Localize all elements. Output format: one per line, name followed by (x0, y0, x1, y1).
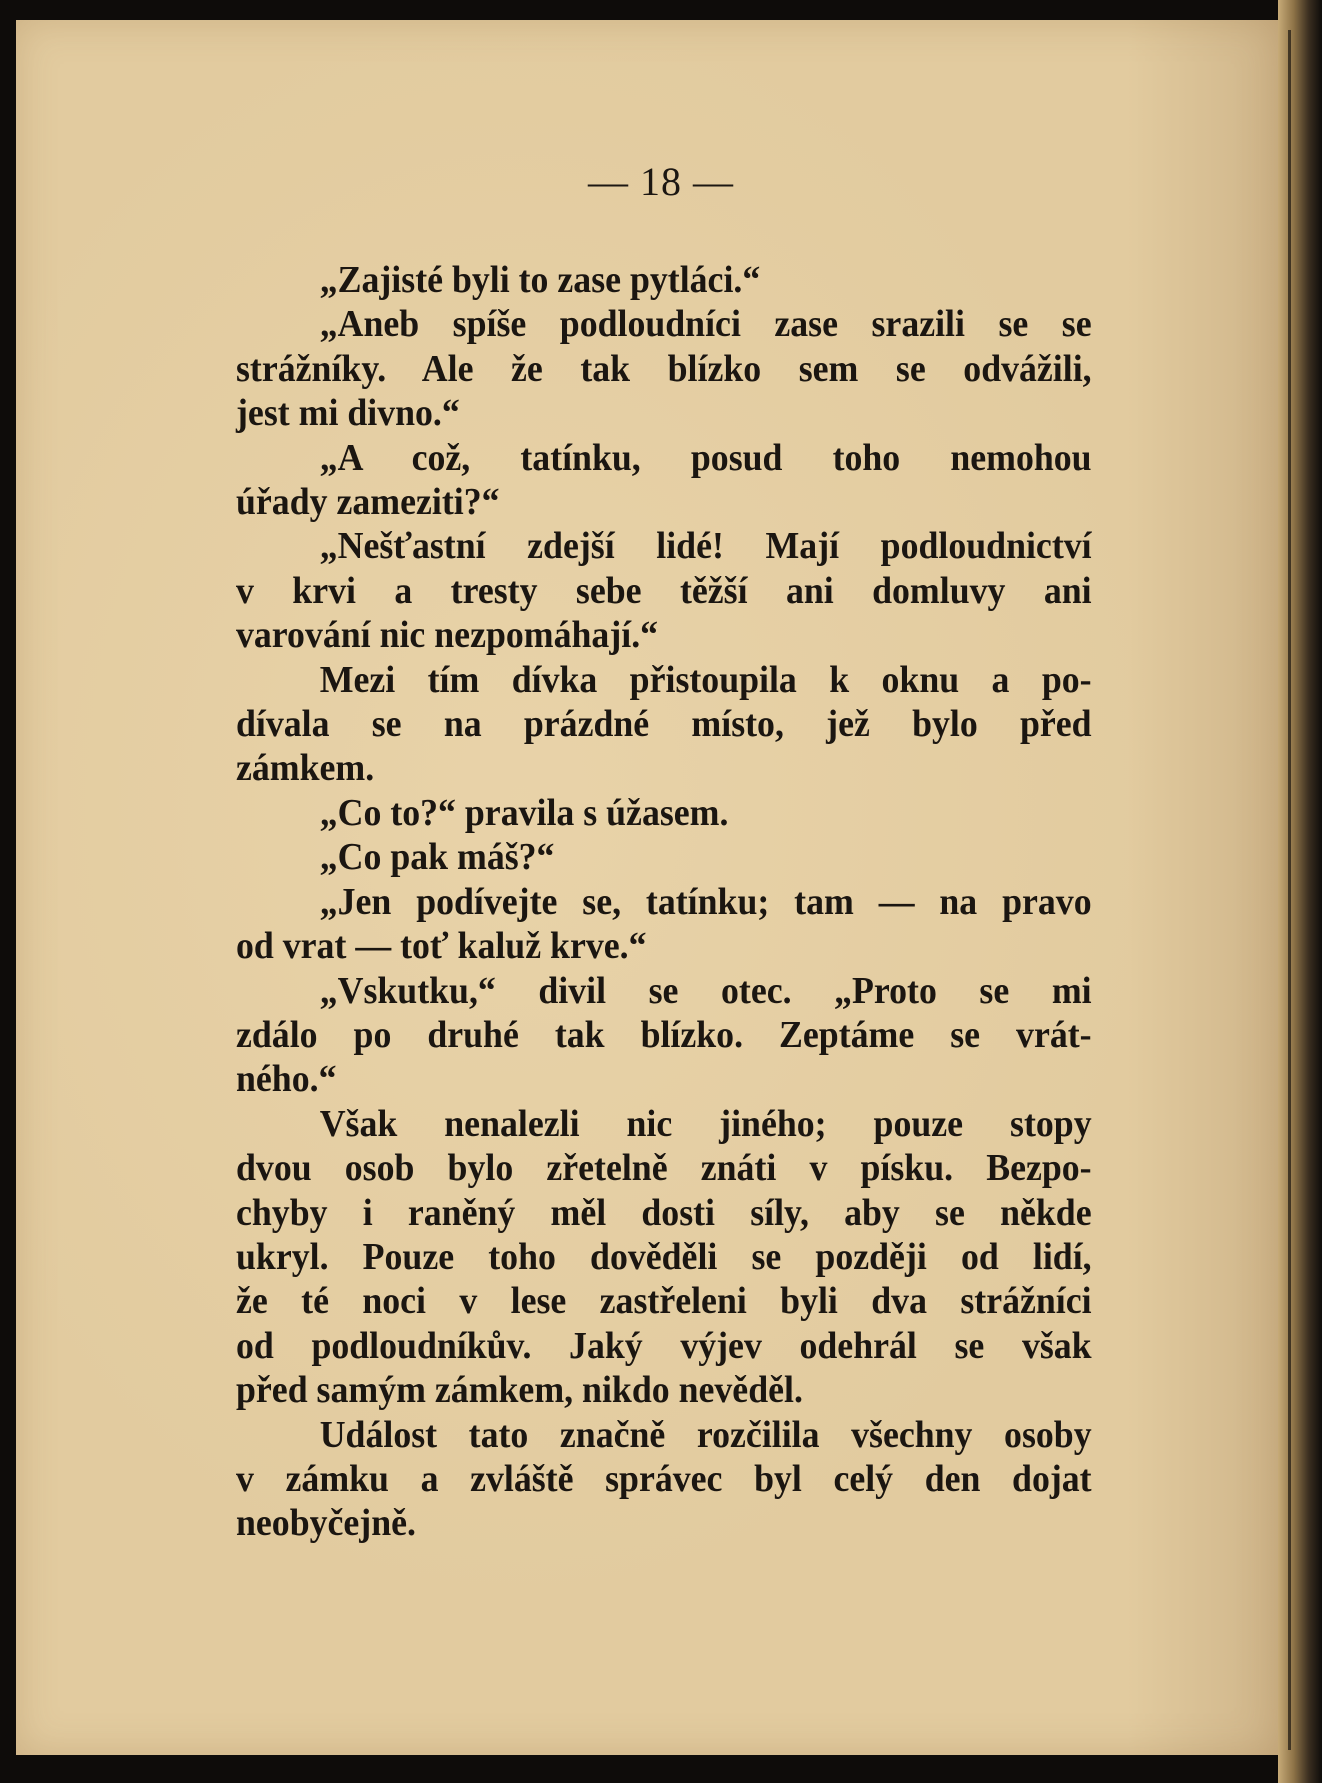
text-line: od vrat — toť kaluž krve.“ (236, 925, 647, 968)
text-line: před samým zámkem, nikdo nevěděl. (236, 1369, 803, 1412)
body-text (236, 258, 1092, 1546)
text-line: „Co to?“ pravila s úžasem. (319, 791, 729, 834)
text-line: „Aneb spíše podloudníci zase srazili se se (319, 303, 1092, 346)
text-line: že té noci v lese zastřeleni byli dva strážníci (236, 1280, 1092, 1323)
text-line: „Jen podívejte se, tatínku; tam — na pravo (319, 880, 1092, 923)
text-line: v zámku a zvláště správec byl celý den dojat (236, 1457, 1092, 1500)
text-line: ukryl. Pouze toho dověděli se později od lidí, (236, 1235, 1092, 1278)
text-line: strážníky. Ale že tak blízko sem se odvážili, (236, 347, 1092, 390)
text-line: Událost tato značně rozčilila všechny osoby (319, 1413, 1092, 1456)
gutter-shadow-line (1288, 30, 1291, 1750)
text-line: „Vskutku,“ divil se otec. „Proto se mi (319, 969, 1092, 1012)
text-line: „Zajisté byli to zase pytláci.“ (319, 259, 761, 301)
text-line: dvou osob bylo zřetelně znáti v písku. Bezpo- (236, 1147, 1092, 1190)
text-line: ného.“ (236, 1058, 337, 1101)
text-line: úřady zameziti?“ (236, 481, 500, 524)
text-line: od podloudníkův. Jaký výjev odehrál se však (236, 1324, 1092, 1367)
text-line: Však nenalezli nic jiného; pouze stopy (319, 1102, 1092, 1145)
text-line: dívala se na prázdné místo, jež bylo před (236, 703, 1092, 746)
book-gutter (1278, 0, 1322, 1783)
text-line: Mezi tím dívka přistoupila k oknu a po- (319, 658, 1092, 701)
text-line: „Nešťastní zdejší lidé! Mají podloudnictví (319, 525, 1092, 568)
text-line: jest mi divno.“ (236, 392, 460, 435)
page-number: — 18 — (588, 159, 734, 204)
text-line: zámkem. (236, 747, 375, 790)
text-line: v krvi a tresty sebe těžší ani domluvy ani (236, 569, 1092, 612)
text-line: chyby i raněný měl dosti síly, aby se někde (236, 1191, 1092, 1234)
text-line: varování nic nezpomáhají.“ (236, 614, 659, 657)
text-line: „Co pak máš?“ (319, 836, 555, 879)
text-line: „A což, tatínku, posud toho nemohou (319, 436, 1092, 479)
text-line: neobyčejně. (236, 1502, 416, 1545)
text-line: zdálo po druhé tak blízko. Zeptáme se vrát- (236, 1013, 1092, 1056)
